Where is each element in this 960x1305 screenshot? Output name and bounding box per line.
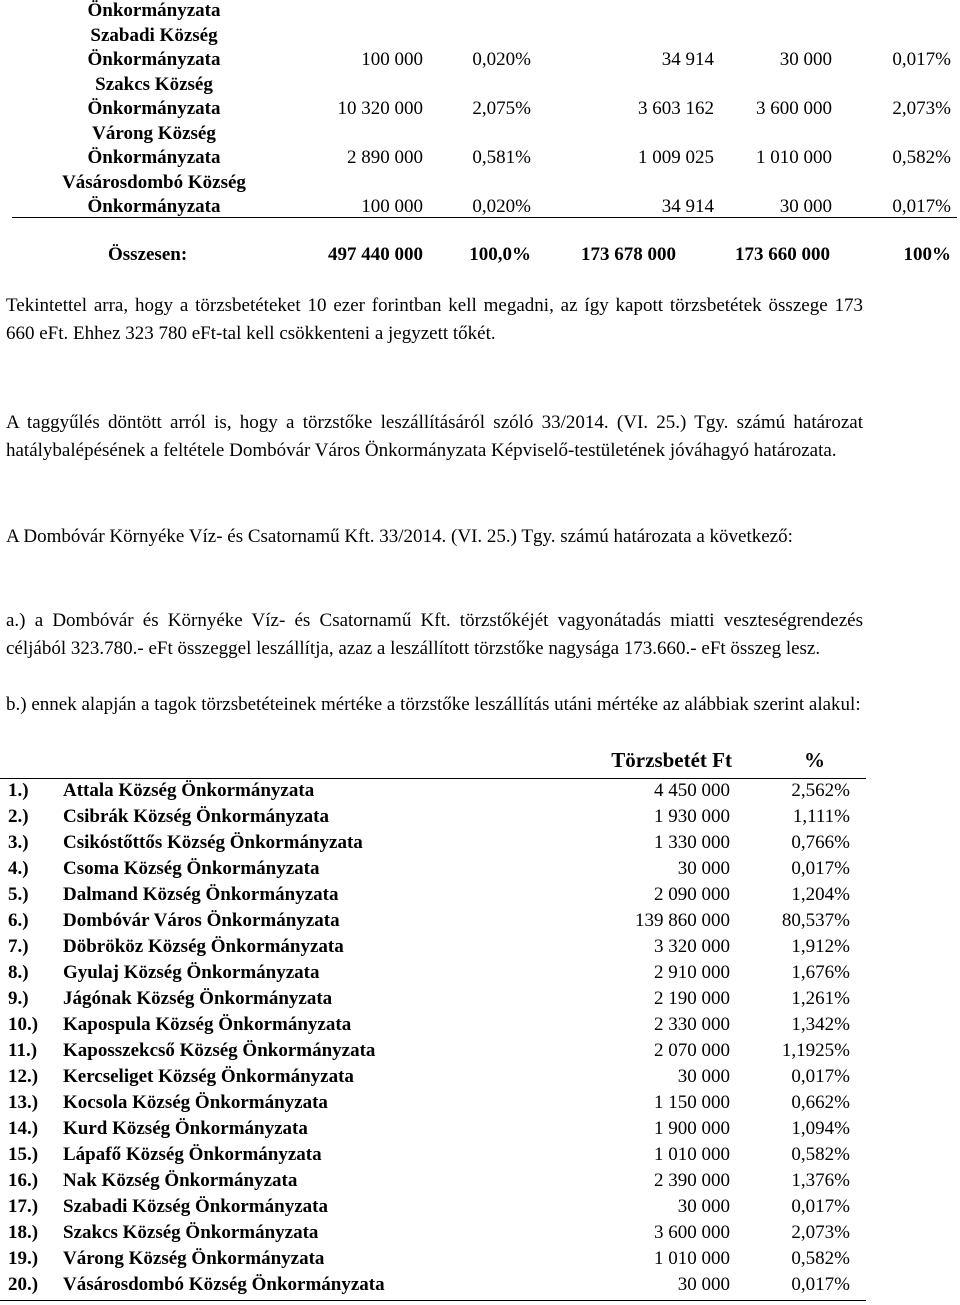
total-label: Összesen:: [108, 244, 188, 265]
deposit-percent: 0,017%: [791, 1066, 850, 1087]
deposit-percent: 0,017%: [791, 1196, 850, 1217]
calculated-deposit: 34 914: [661, 49, 714, 70]
original-deposit: 2 890 000: [347, 147, 423, 168]
member-name: Nak Község Önkormányzata: [63, 1170, 298, 1191]
new-percent: 2,073%: [892, 98, 951, 119]
member-name: Csikóstőttős Község Önkormányzata: [63, 832, 363, 853]
member-name: Vásárosdombó Község: [62, 171, 246, 193]
table-row: [0, 0, 960, 25]
member-name: Várong Község Önkormányzata: [63, 1248, 325, 1269]
deposit-amount: 30 000: [677, 858, 730, 879]
deposit-percent: 0,017%: [791, 858, 850, 879]
row-number: 6.): [8, 910, 29, 931]
row-number: 18.): [8, 1222, 39, 1243]
row-number: 16.): [8, 1170, 39, 1191]
table-row: [0, 1274, 870, 1300]
table-divider: [0, 1300, 866, 1301]
member-name: Kocsola Község Önkormányzata: [63, 1092, 328, 1113]
original-percent: 0,020%: [472, 196, 531, 217]
table-row: [0, 962, 870, 988]
member-name: Szabadi Község Önkormányzata: [63, 1196, 328, 1217]
deposit-amount: 30 000: [677, 1274, 730, 1295]
paragraph-deposit-rounding: Tekintettel arra, hogy a törzsbetéteket 10 ezer forintban kell megadni, az így kapott törzsbetétek összege 173 660 eFt. Ehhez 323 780 eFt-tal kell csökkenteni a jegyzett tőkét.: [6, 295, 863, 344]
deposit-percent: 2,073%: [791, 1222, 850, 1243]
table-divider: [0, 778, 866, 779]
deposit-percent: 1,676%: [791, 962, 850, 983]
table-row: [0, 123, 960, 148]
deposit-percent: 1,912%: [791, 936, 850, 957]
deposit-amount: 1 330 000: [654, 832, 730, 853]
new-percent: 0,017%: [892, 196, 951, 217]
member-name: Döbrököz Község Önkormányzata: [63, 936, 344, 957]
member-name: Jágónak Község Önkormányzata: [63, 988, 333, 1009]
member-name: Csibrák Község Önkormányzata: [63, 806, 329, 827]
deposit-amount: 1 930 000: [654, 806, 730, 827]
deposit-amount: 2 090 000: [654, 884, 730, 905]
table-row: [0, 1014, 870, 1040]
table-row: [0, 1118, 870, 1144]
deposit-percent: 0,766%: [791, 832, 850, 853]
member-name: Önkormányzata: [87, 98, 221, 119]
member-name: Gyulaj Község Önkormányzata: [63, 962, 320, 983]
rounded-deposit: 30 000: [779, 196, 832, 217]
row-number: 15.): [8, 1144, 39, 1165]
table-row: [0, 98, 960, 123]
total-original-deposit: 497 440 000: [328, 244, 423, 265]
member-name: Kurd Község Önkormányzata: [63, 1118, 308, 1139]
deposit-amount: 1 010 000: [654, 1144, 730, 1165]
deposit-amount: 1 010 000: [654, 1248, 730, 1269]
deposit-amount: 1 900 000: [654, 1118, 730, 1139]
member-name: Szakcs Község: [95, 73, 213, 95]
row-number: 13.): [8, 1092, 39, 1113]
member-name: Önkormányzata: [87, 0, 221, 21]
original-percent: 2,075%: [472, 98, 531, 119]
member-name: Szabadi Község: [90, 24, 218, 46]
row-number: 2.): [8, 806, 29, 827]
deposit-amount: 139 860 000: [635, 910, 730, 931]
deposit-percent: 1,094%: [791, 1118, 850, 1139]
row-number: 4.): [8, 858, 29, 879]
total-rounded-deposit: 173 660 000: [735, 244, 830, 265]
table-row: [0, 910, 870, 936]
row-number: 3.): [8, 832, 29, 853]
table-row: [0, 172, 960, 197]
rounded-deposit: 1 010 000: [756, 147, 832, 168]
deposit-amount: 1 150 000: [654, 1092, 730, 1113]
rounded-deposit: 3 600 000: [756, 98, 832, 119]
new-percent: 0,582%: [892, 147, 951, 168]
deposit-percent: 1,342%: [791, 1014, 850, 1035]
member-name: Dalmand Község Önkormányzata: [63, 884, 339, 905]
deposit-amount: 2 910 000: [654, 962, 730, 983]
table-row: [0, 74, 960, 99]
paragraph-assembly-decision: A taggyűlés döntött arról is, hogy a törzstőke leszállításáról szóló 33/2014. (VI. 25.) Tgy. számú határozat hatálybalépésének a feltétele Dombóvár Város Önkormányzata Képviselő-testületének jóváhagyó határozata.: [6, 412, 863, 461]
deposit-percent: 1,111%: [792, 806, 850, 827]
deposit-table-body: [0, 780, 870, 1300]
row-number: 20.): [8, 1274, 39, 1295]
paragraph-resolution-intro: A Dombóvár Környéke Víz- és Csatornamű Kft. 33/2014. (VI. 25.) Tgy. számú határozata a következő:: [6, 526, 793, 547]
deposit-amount: 3 320 000: [654, 936, 730, 957]
table-row: [0, 988, 870, 1014]
table-row: [0, 832, 870, 858]
original-deposit: 100 000: [361, 196, 423, 217]
member-name: Önkormányzata: [87, 196, 221, 217]
table-row: [0, 1040, 870, 1066]
table-row: [0, 1248, 870, 1274]
deposit-amount: 30 000: [677, 1066, 730, 1087]
table-row: [0, 49, 960, 74]
calculated-deposit: 34 914: [661, 196, 714, 217]
row-number: 11.): [8, 1040, 38, 1061]
original-percent: 0,020%: [472, 49, 531, 70]
table-row: [0, 25, 960, 50]
table-row: [0, 1066, 870, 1092]
row-number: 19.): [8, 1248, 39, 1269]
table-row: [0, 884, 870, 910]
table-row: [0, 1222, 870, 1248]
original-percent: 0,581%: [472, 147, 531, 168]
table-row: [0, 1170, 870, 1196]
table-row: [0, 147, 960, 172]
row-number: 5.): [8, 884, 29, 905]
member-name: Lápafő Község Önkormányzata: [63, 1144, 322, 1165]
table-row: [0, 936, 870, 962]
original-deposit: 100 000: [361, 49, 423, 70]
deposit-percent: 80,537%: [781, 910, 850, 931]
row-number: 7.): [8, 936, 29, 957]
member-name: Kapospula Község Önkormányzata: [63, 1014, 352, 1035]
column-header-deposit: Törzsbetét Ft: [611, 748, 732, 772]
total-new-percent: 100%: [903, 244, 951, 265]
member-table-continuation: [0, 0, 960, 221]
member-name: Attala Község Önkormányzata: [63, 780, 315, 801]
deposit-table-header: [0, 748, 870, 776]
deposit-percent: 1,1925%: [781, 1040, 850, 1061]
table-row: [0, 780, 870, 806]
row-number: 17.): [8, 1196, 39, 1217]
deposit-amount: 2 070 000: [654, 1040, 730, 1061]
total-row: [0, 244, 960, 268]
deposit-amount: 2 390 000: [654, 1170, 730, 1191]
rounded-deposit: 30 000: [779, 49, 832, 70]
paragraph-item-a: a.) a Dombóvár és Környéke Víz- és Csatornamű Kft. törzstőkéjét vagyonátadás miatti veszteségrendezés céljából 323.780.- eFt összeggel leszállítja, azaz a leszállított törzstőke nagysága 173.660.- eFt összeg lesz.: [6, 610, 863, 659]
member-name: Szakcs Község Önkormányzata: [63, 1222, 319, 1243]
new-percent: 0,017%: [892, 49, 951, 70]
deposit-percent: 1,376%: [791, 1170, 850, 1191]
row-number: 14.): [8, 1118, 39, 1139]
paragraph-item-b: b.) ennek alapján a tagok törzsbetéteinek mértéke a törzstőke leszállítás utáni mértéke az alábbiak szerint alakul:: [6, 694, 861, 715]
table-row: [0, 1196, 870, 1222]
member-name: Kercseliget Község Önkormányzata: [63, 1066, 354, 1087]
row-number: 10.): [8, 1014, 39, 1035]
deposit-percent: 1,204%: [791, 884, 850, 905]
column-header-percent: %: [804, 748, 825, 772]
deposit-percent: 0,017%: [791, 1274, 850, 1295]
table-divider: [12, 217, 957, 218]
total-calculated-deposit: 173 678 000: [581, 244, 676, 265]
member-name: Önkormányzata: [87, 147, 221, 168]
deposit-amount: 4 450 000: [654, 780, 730, 801]
deposit-percent: 0,662%: [791, 1092, 850, 1113]
deposit-percent: 2,562%: [791, 780, 850, 801]
deposit-amount: 30 000: [677, 1196, 730, 1217]
table-row: [0, 806, 870, 832]
table-row: [0, 1144, 870, 1170]
row-number: 8.): [8, 962, 29, 983]
member-name: Vásárosdombó Község Önkormányzata: [63, 1274, 385, 1295]
row-number: 12.): [8, 1066, 39, 1087]
member-name: Dombóvár Város Önkormányzata: [63, 910, 340, 931]
original-deposit: 10 320 000: [337, 98, 423, 119]
calculated-deposit: 3 603 162: [638, 98, 714, 119]
calculated-deposit: 1 009 025: [638, 147, 714, 168]
deposit-amount: 3 600 000: [654, 1222, 730, 1243]
row-number: 1.): [8, 780, 29, 801]
member-name: Várong Község: [92, 122, 216, 144]
member-name: Csoma Község Önkormányzata: [63, 858, 320, 879]
deposit-amount: 2 330 000: [654, 1014, 730, 1035]
member-name: Kaposszekcső Község Önkormányzata: [63, 1040, 376, 1061]
deposit-percent: 1,261%: [791, 988, 850, 1009]
table-row: [0, 858, 870, 884]
total-original-percent: 100,0%: [469, 244, 531, 265]
deposit-percent: 0,582%: [791, 1144, 850, 1165]
member-name: Önkormányzata: [87, 49, 221, 70]
row-number: 9.): [8, 988, 29, 1009]
deposit-amount: 2 190 000: [654, 988, 730, 1009]
deposit-percent: 0,582%: [791, 1248, 850, 1269]
table-row: [0, 1092, 870, 1118]
